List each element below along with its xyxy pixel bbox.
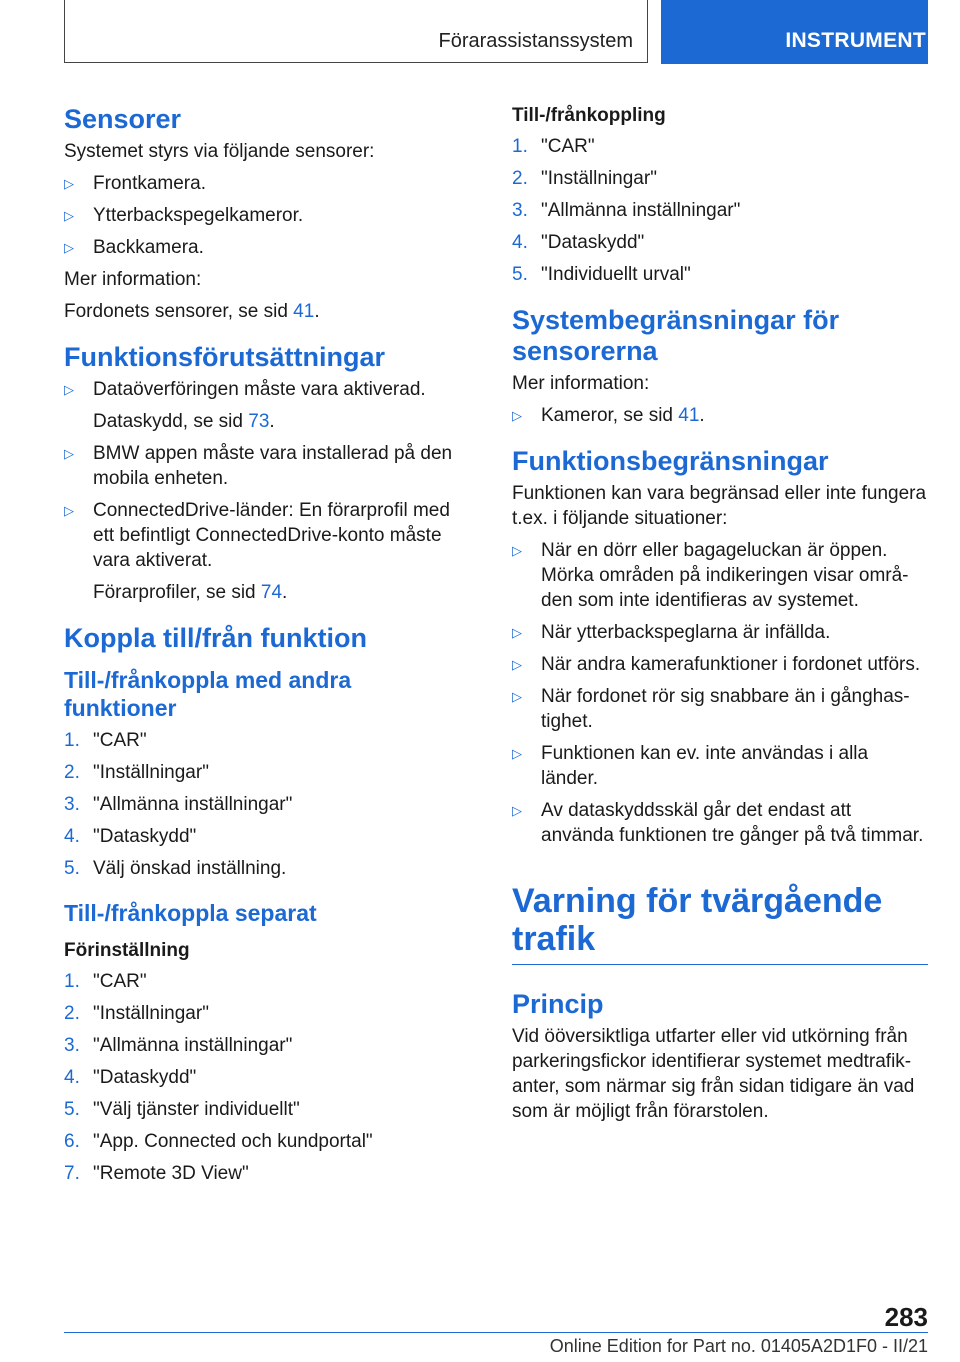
- list-item: ▷ Ytterbackspegelkameror.: [64, 205, 304, 226]
- item-ref: Förarprofiler, se sid 74.: [93, 582, 288, 603]
- triangle-bullet-icon: ▷: [512, 746, 522, 761]
- chapter-tab: [661, 0, 928, 64]
- list-item: 2. "Inställningar": [512, 168, 657, 189]
- triangle-bullet-icon: ▷: [512, 408, 522, 423]
- prerequisite-list: [64, 377, 456, 605]
- list-item: 7. "Remote 3D View": [64, 1163, 249, 1184]
- page-header: [64, 0, 928, 66]
- heading-sensorer: Sensorer: [64, 104, 182, 134]
- section-tab: [64, 0, 648, 63]
- list-item: 2. "Inställningar": [64, 762, 209, 783]
- triangle-bullet-icon: ▷: [64, 503, 74, 518]
- triangle-bullet-icon: ▷: [512, 657, 522, 672]
- list-item: ▷ Frontkamera.: [64, 173, 206, 194]
- list-item: ▷ Funktionen kan ev. inte användas i alla länder.: [512, 743, 869, 789]
- reference-list: [512, 403, 928, 428]
- list-item: 4. "Dataskydd": [64, 826, 197, 847]
- triangle-bullet-icon: ▷: [64, 208, 74, 223]
- princip-text: Vid ööversiktliga utfarter eller vid utkörning från parkeringsfickor identifierar systemet medtrafik-anter, som närmar sig från sidan tidigare än vad som är möjligt från förarstolen.: [512, 1026, 915, 1122]
- chapter-title: INSTRUMENT: [785, 29, 926, 52]
- list-item: 1. "CAR": [64, 730, 147, 751]
- list-item: ▷ När andra kamerafunktioner i fordonet utförs.: [512, 654, 921, 675]
- list-item: 2. "Inställningar": [64, 1003, 209, 1024]
- heading-systembegransningar: Systembegränsningar för sensorerna: [512, 305, 840, 366]
- triangle-bullet-icon: ▷: [512, 543, 522, 558]
- heading-divider: [512, 964, 928, 965]
- list-item: 5. Välj önskad inställning.: [64, 858, 287, 879]
- triangle-bullet-icon: ▷: [64, 240, 74, 255]
- heading-funktionsbegransningar: Funktionsbegränsningar: [512, 446, 829, 476]
- page-link[interactable]: 74: [260, 582, 283, 603]
- sensorer-intro: Systemet styrs via följande sensorer:: [64, 141, 375, 162]
- heading-princip: Princip: [512, 989, 604, 1019]
- list-item: ▷ BMW appen måste vara installerad på den mobila enheten.: [64, 443, 453, 489]
- limitation-list: [512, 538, 928, 848]
- heading-forinstallning: Förinställning: [64, 940, 190, 961]
- item-ref: Dataskydd, se sid 73.: [93, 411, 275, 432]
- triangle-bullet-icon: ▷: [64, 382, 74, 397]
- section-title: Förarassistanssystem: [438, 30, 633, 52]
- left-column: [64, 104, 456, 1193]
- sensorer-ref: Fordonets sensorer, se sid 41.: [64, 301, 320, 322]
- triangle-bullet-icon: ▷: [512, 803, 522, 818]
- page-link[interactable]: 41: [293, 301, 315, 322]
- list-item: ▷ Kameror, se sid 41.: [512, 405, 705, 426]
- list-item: ▷ Av dataskyddsskäl går det endast att använda funktionen tre gånger på två timmar.: [512, 800, 924, 846]
- list-item: 3. "Allmänna inställningar": [512, 200, 741, 221]
- funktionsgranser-intro: Funktionen kan vara begränsad eller inte fungera t.ex. i följande situationer:: [512, 483, 927, 529]
- list-item: 3. "Allmänna inställningar": [64, 794, 293, 815]
- heading-med-andra: Till-/frånkoppla med andra funktioner: [64, 667, 352, 721]
- triangle-bullet-icon: ▷: [512, 689, 522, 704]
- footer-divider: [64, 1332, 928, 1333]
- steps-list: [64, 969, 456, 1186]
- list-item: ▷ När ytterbackspeglarna är infällda.: [512, 622, 831, 643]
- triangle-bullet-icon: ▷: [512, 625, 522, 640]
- sensorgranser-more: Mer information:: [512, 373, 650, 394]
- triangle-bullet-icon: ▷: [64, 176, 74, 191]
- list-item: 1. "CAR": [64, 971, 147, 992]
- page-link[interactable]: 41: [678, 405, 700, 426]
- sensor-list: [64, 171, 456, 260]
- heading-koppla: Koppla till/från funktion: [64, 623, 367, 653]
- list-item: ▷ När en dörr eller bagageluckan är öppen. Mörka områden på indikeringen visar områ-den som inte identifieras av systemet.: [512, 540, 909, 611]
- sensorer-more: Mer information:: [64, 269, 202, 290]
- list-item: 4. "Dataskydd": [512, 232, 645, 253]
- list-item: ▷ Backkamera.: [64, 237, 204, 258]
- steps-list: [512, 134, 928, 287]
- list-item: 3. "Allmänna inställningar": [64, 1035, 293, 1056]
- list-item: 1. "CAR": [512, 136, 595, 157]
- page-number: 283: [884, 1302, 928, 1332]
- heading-koppling: Till-/frånkoppling: [512, 105, 666, 126]
- list-item: ▷ ConnectedDrive-länder: En förarprofil med ett befintligt ConnectedDrive-konto måste vara aktiverat. Förarprofiler, se sid 74.: [64, 498, 456, 605]
- list-item: ▷ När fordonet rör sig snabbare än i gånghas-tighet.: [512, 686, 910, 732]
- chapter-heading-varning: Varning för tvärgående trafik: [512, 882, 883, 958]
- right-column: [512, 104, 928, 1131]
- list-item: 5. "Välj tjänster individuellt": [64, 1099, 300, 1120]
- list-item: 6. "App. Connected och kundportal": [64, 1131, 373, 1152]
- page-link[interactable]: 73: [248, 411, 270, 432]
- list-item: 4. "Dataskydd": [64, 1067, 197, 1088]
- edition-note: Online Edition for Part no. 01405A2D1F0 - II/21: [549, 1336, 928, 1356]
- steps-list: [64, 728, 456, 881]
- list-item: 5. "Individuellt urval": [512, 264, 691, 285]
- triangle-bullet-icon: ▷: [64, 446, 74, 461]
- heading-separat: Till-/frånkoppla separat: [64, 900, 317, 926]
- list-item: ▷ Dataöverföringen måste vara aktiverad. Dataskydd, se sid 73.: [64, 377, 456, 434]
- heading-forutsattningar: Funktionsförutsättningar: [64, 342, 385, 372]
